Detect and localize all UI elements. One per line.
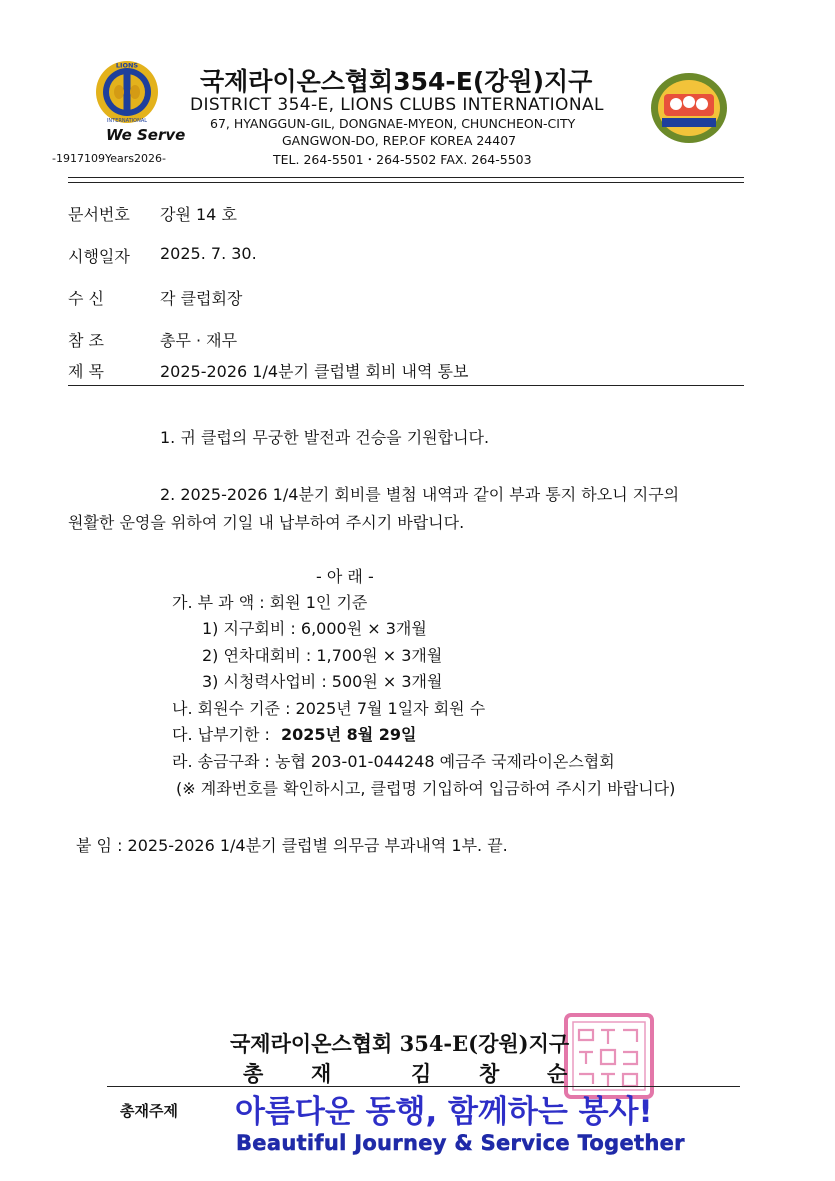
below-heading: - 아 래 -: [316, 567, 374, 586]
address-line-2: GANGWON-DO, REP.OF KOREA 24407: [282, 133, 517, 148]
phone-fax: TEL. 264-5501・264-5502 FAX. 264-5503: [273, 152, 532, 167]
header-divider: [68, 177, 744, 183]
paragraph-2-line-2: 원활한 운영을 위하여 기일 내 납부하여 주시기 바랍니다.: [68, 513, 465, 532]
slogan-korean: 아름다운 동행, 함께하는 봉사!: [235, 1094, 653, 1130]
signature-char: 창: [479, 1061, 502, 1086]
reference-label: 참 조: [68, 331, 104, 350]
signature-char: 재: [311, 1061, 334, 1086]
item-da-label: 다. 납부기한 :: [172, 725, 270, 744]
item-ga-1: 1) 지구회비 : 6,000원 × 3개월: [202, 619, 427, 638]
org-name-english: DISTRICT 354-E, LIONS CLUBS INTERNATIONAL: [190, 95, 604, 115]
recipient-label: 수 신: [68, 289, 104, 308]
due-date-value: 2025년 8월 29일: [281, 725, 417, 744]
item-ra: 라. 송금구좌 : 농협 203-01-044248 예금주 국제라이온스협회: [172, 752, 615, 771]
district-emblem-logo: [650, 72, 728, 144]
doc-number-label: 문서번호: [68, 205, 130, 224]
note: (※ 계좌번호를 확인하시고, 클럽명 기입하여 입금하여 주시기 바랍니다): [176, 779, 676, 798]
date-value: 2025. 7. 30.: [160, 244, 257, 263]
item-na: 나. 회원수 기준 : 2025년 7월 1일자 회원 수: [172, 699, 486, 718]
signature-char: 순: [547, 1061, 570, 1086]
date-label: 시행일자: [68, 247, 130, 266]
item-ga-2: 2) 연차대회비 : 1,700원 × 3개월: [202, 646, 443, 665]
signature-char: 총: [243, 1061, 266, 1086]
signature-governor-name: [243, 1058, 569, 1088]
recipient-value: 각 클럽회장: [160, 289, 243, 308]
item-ga-3: 3) 시청력사업비 : 500원 × 3개월: [202, 672, 443, 691]
years-badge: -1917109Years2026-: [52, 152, 166, 165]
subject-label: 제 목: [68, 362, 104, 381]
item-da: [172, 722, 416, 745]
svg-text:LIONS: LIONS: [115, 61, 139, 70]
subject-value: 2025-2026 1/4분기 클럽별 회비 내역 통보: [160, 362, 469, 381]
org-name-korean: 국제라이온스협회354-E(강원)지구: [200, 67, 593, 96]
lions-international-logo: [95, 60, 159, 124]
subject-divider: [68, 385, 744, 386]
paragraph-1: 1. 귀 클럽의 무궁한 발전과 건승을 기원합니다.: [160, 428, 490, 447]
reference-value: 총무 · 재무: [160, 331, 238, 350]
svg-text:INTERNATIONAL: INTERNATIONAL: [106, 118, 148, 124]
slogan-english: Beautiful Journey & Service Together: [236, 1131, 685, 1155]
item-ga: 가. 부 과 액 : 회원 1인 기준: [172, 593, 368, 612]
doc-number-value: 강원 14 호: [160, 205, 237, 224]
attachment: 붙 임 : 2025-2026 1/4분기 클럽별 의무금 부과내역 1부. 끝.: [76, 836, 508, 855]
signature-organization: 국제라이온스협회 354-E(강원)지구: [230, 1031, 570, 1056]
paragraph-2-line-1: 2. 2025-2026 1/4분기 회비를 별첨 내역과 같이 부과 통지 하오니 지구의: [160, 485, 680, 504]
we-serve-motto: We Serve: [106, 126, 186, 144]
governor-theme-label: 총재주제: [120, 1102, 178, 1120]
signature-char: 김: [411, 1061, 434, 1086]
address-line-1: 67, HYANGGUN-GIL, DONGNAE-MYEON, CHUNCHEON-CITY: [210, 116, 576, 131]
